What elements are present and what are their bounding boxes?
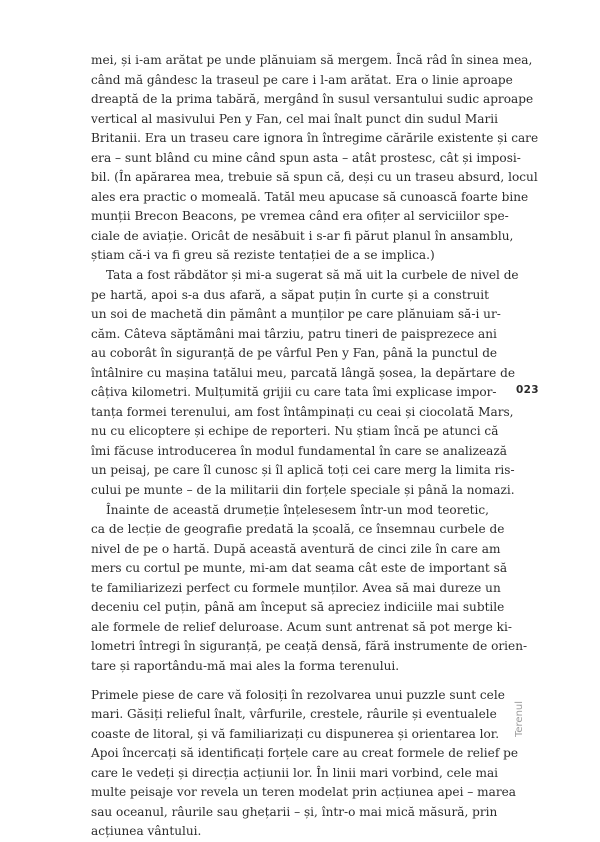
text-line: vertical al masivului Pen y Fan, cel mai înalt punct din sudul Marii: [91, 111, 499, 126]
text-line: mers cu cortul pe munte, mi-am dat seama cât este de important să: [91, 561, 508, 576]
text-line: dreaptă de la prima tabără, mergând în susul versantului sudic aproape: [91, 92, 534, 107]
text-line: care le vedeți și direcția acțiunii lor. În linii mari vorbind, cele mai: [91, 765, 499, 780]
text-line: ca de lecție de geografie predată la școală, ce însemnau curbele de: [91, 522, 505, 537]
text-line: te familiarizezi perfect cu formele munților. Avea să mai dureze un: [91, 580, 501, 595]
paragraph: [91, 51, 539, 266]
paragraph: [91, 686, 519, 842]
text-line: câțiva kilometri. Mulțumită grijii cu care tata îmi explicase impor-: [91, 385, 497, 400]
text-line: era – sunt blând cu mine când spun asta – atât prostesc, cât și imposi-: [91, 150, 521, 165]
text-line: nivel de pe o hartă. După această aventură de cinci zile în care am: [91, 541, 501, 556]
text-line: Britanii. Era un traseu care ignora în întregime cărările existente și care: [91, 131, 539, 146]
text-line: mei, și i-am arătat pe unde plănuiam să mergem. Încă râd în sinea mea,: [91, 53, 533, 67]
text-line: munții Brecon Beacons, pe vremea când era ofițer al serviciilor spe-: [91, 209, 509, 224]
text-line: Primele piese de care vă folosiți în rezolvarea unui puzzle sunt cele: [91, 687, 505, 702]
text-line: tanța formei terenului, am fost întâmpinați cu ceai și ciocolată Mars,: [91, 404, 514, 419]
text-line: multe peisaje vor revela un teren modelat prin acțiunea apei – marea: [91, 785, 517, 800]
text-line: Tata a fost răbdător și mi-a sugerat să mă uit la curbele de nivel de: [106, 268, 519, 283]
text-line: un peisaj, pe care îl cunosc și îl aplică toți cei care merg la limita ris-: [91, 463, 515, 478]
text-line: pe hartă, apoi s-a dus afară, a săpat puțin în curte și a construit: [91, 287, 489, 302]
text-line: cului pe munte – de la militarii din forțele speciale și până la nomazi.: [91, 483, 515, 498]
text-line: au coborât în siguranță de pe vârful Pen y Fan, până la punctul de: [91, 346, 498, 361]
text-line: un soi de machetă din pământ a munților pe care plănuiam să-i ur-: [91, 307, 501, 322]
text-line: acțiunea vântului.: [91, 824, 202, 839]
text-line: Apoi încercați să identificați forțele care au creat formele de relief pe: [91, 746, 519, 761]
text-line: bil. (În apărarea mea, trebuie să spun că, deși cu un traseu absurd, locul: [91, 170, 538, 185]
text-line: coaste de litoral, și vă familiarizați cu dispunerea și orientarea lor.: [91, 726, 500, 741]
text-line: mari. Găsiți relieful înalt, vârfurile, crestele, râurile și eventualele: [91, 707, 497, 722]
text-line: nu cu elicoptere și echipe de reporteri. Nu știam încă pe atunci că: [91, 424, 499, 439]
page-number: 023: [516, 384, 539, 396]
text-line: lometri întregi în siguranță, pe ceață densă, fără instrumente de orien-: [91, 639, 528, 654]
text-line: ale formele de relief deluroase. Acum sunt antrenat să pot merge ki-: [91, 619, 512, 634]
text-line: sau oceanul, râurile sau ghețarii – și, într-o mai mică măsură, prin: [91, 804, 498, 819]
text-line: când mă gândesc la traseul pe care i l-am arătat. Era o linie aproape: [91, 72, 513, 87]
paragraph: [91, 501, 528, 677]
text-line: deceniu cel puțin, până am început să apreciez indiciile mai subtile: [91, 600, 505, 615]
text-line: întâlnire cu mașina tatălui meu, parcată lângă șosea, la depărtare de: [91, 365, 515, 380]
running-section-title: Terenul: [514, 700, 525, 738]
text-line: ales era practic o momeală. Tatăl meu apucase să cunoască foarte bine: [91, 189, 529, 204]
text-line: căm. Câteva săptămâni mai târziu, patru tineri de paisprezece ani: [91, 326, 497, 341]
text-line: îmi făcuse introducerea în modul fundamental în care se analizează: [91, 443, 507, 458]
text-line: Înainte de această drumeție înțelesesem într-un mod teoretic,: [106, 502, 489, 517]
text-line: tare și raportându-mă mai ales la forma terenului.: [91, 658, 400, 673]
text-line: știam că-i va fi greu să reziste tentației de a se implica.): [91, 248, 435, 263]
paragraph: [91, 266, 519, 501]
section-gap: [91, 677, 489, 686]
text-line: ciale de aviație. Oricât de nesăbuit i s-ar fi părut planul în ansamblu,: [91, 228, 514, 243]
